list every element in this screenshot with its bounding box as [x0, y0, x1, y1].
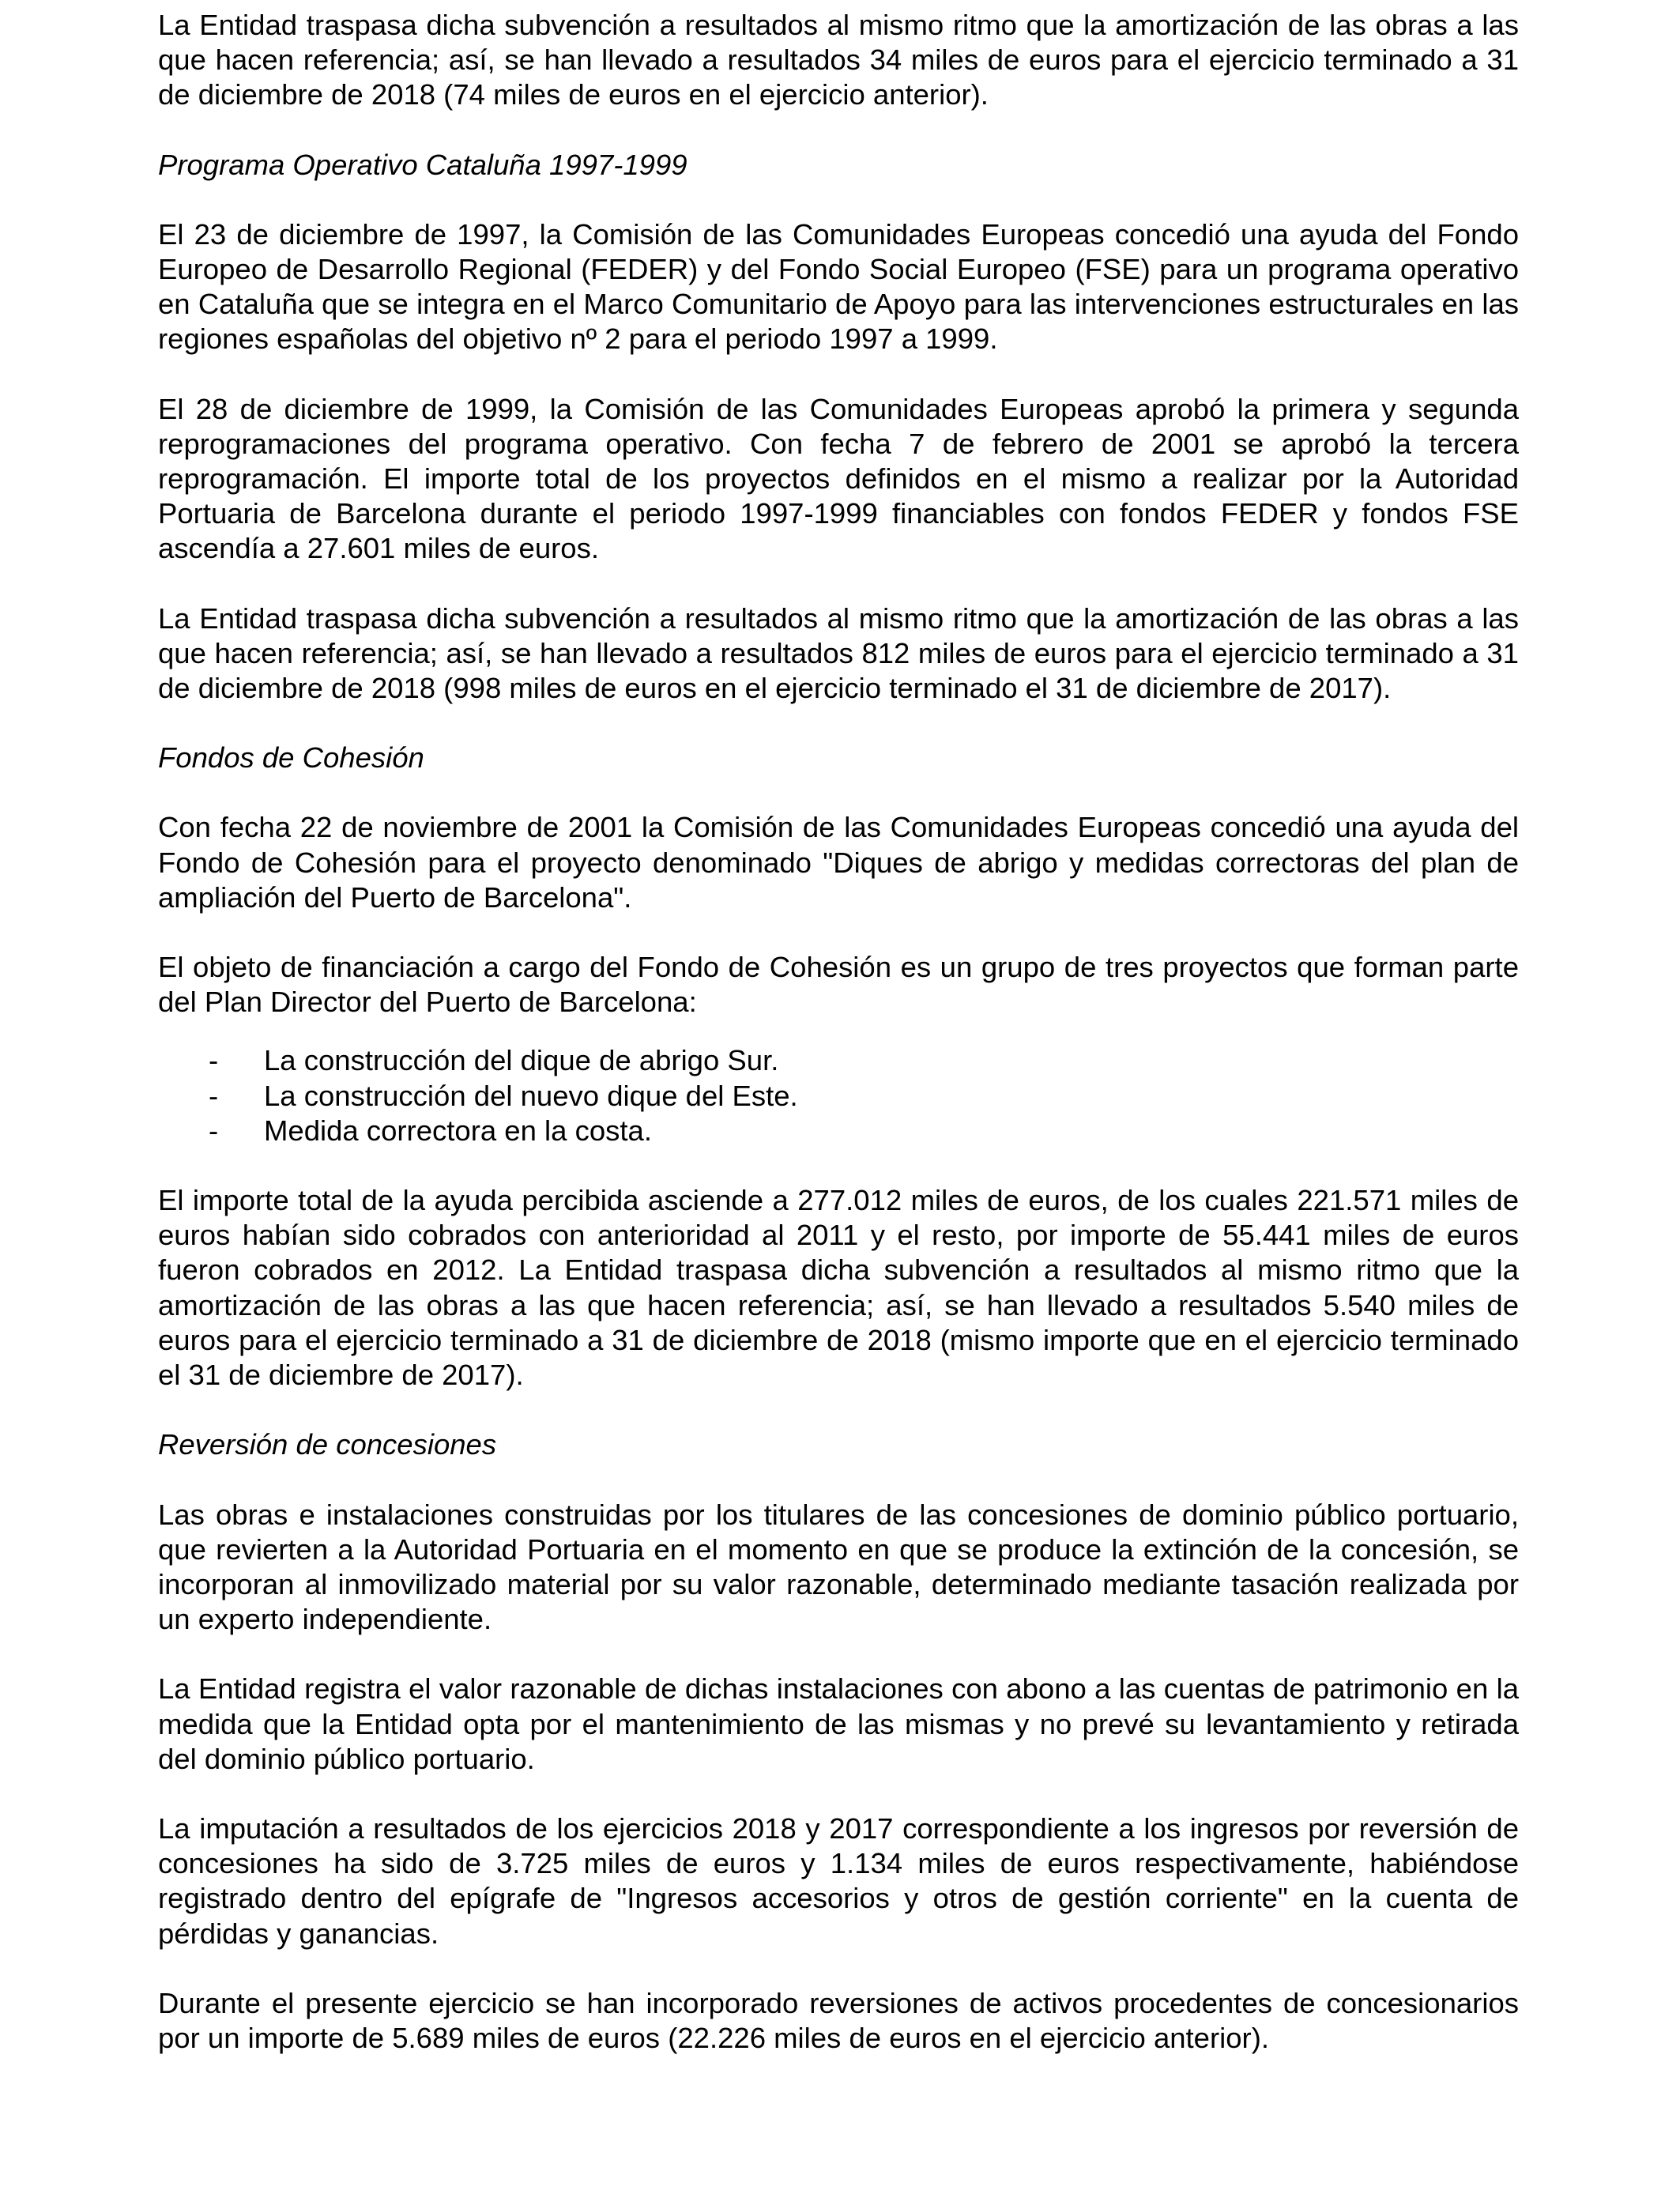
paragraph-concession-works: Las obras e instalaciones construidas por los titulares de las concesiones de dominio público portuario, que revierten a la Autoridad Portuaria en el momento en que se produce la extinción de la concesión, se incorporan al inmovilizado material por su valor razonable, determinado mediante tasación realizada por un experto independiente.: [158, 1498, 1519, 1636]
list-item: [158, 1079, 1519, 1114]
paragraph-asset-reversions: Durante el presente ejercicio se han incorporado reversiones de activos procedentes de concesionarios por un importe de 5.689 miles de euros (22.226 miles de euros en el ejercicio anterior).: [158, 1986, 1519, 2054]
list-item: [158, 1114, 1519, 1148]
list-item-text: La construcción del nuevo dique del Este.: [264, 1079, 798, 1112]
heading-programa-operativo: Programa Operativo Cataluña 1997-1999: [158, 148, 687, 181]
heading-reversion-concesiones: Reversión de concesiones: [158, 1428, 497, 1461]
project-list: [158, 1043, 1519, 1148]
paragraph-subsidy-transfer-1: La Entidad traspasa dicha subvención a resultados al mismo ritmo que la amortización de las obras a las que hacen referencia; así, se han llevado a resultados 34 miles de euros para el ejercicio terminado a 31 de diciembre de 2018 (74 miles de euros en el ejercicio anterior).: [158, 9, 1519, 111]
paragraph-fair-value: La Entidad registra el valor razonable de dichas instalaciones con abono a las cuentas de patrimonio en la medida que la Entidad opta por el mantenimiento de las mismas y no prevé su levantamiento y retirada del dominio público portuario.: [158, 1672, 1519, 1775]
list-item-text: La construcción del dique de abrigo Sur.: [264, 1044, 779, 1077]
list-item-text: Medida correctora en la costa.: [264, 1114, 652, 1147]
heading-fondos-cohesion: Fondos de Cohesión: [158, 741, 424, 775]
paragraph-reprogramming: El 28 de diciembre de 1999, la Comisión de las Comunidades Europeas aprobó la primera y segunda reprogramaciones del programa operativo. Con fecha 7 de febrero de 2001 se aprobó la tercera reprogramación. El importe total de los proyectos definidos en el mismo a realizar por la Autoridad Portuaria de Barcelona durante el periodo 1997-1999 financiables con fondos FEDER y fondos FSE ascendía a 27.601 miles de euros.: [158, 392, 1519, 565]
paragraph-cohesion-grant: Con fecha 22 de noviembre de 2001 la Comisión de las Comunidades Europeas concedió una ayuda del Fondo de Cohesión para el proyecto denominado "Diques de abrigo y medidas correctoras del plan de ampliación del Puerto de Barcelona".: [158, 811, 1519, 914]
list-item: [158, 1043, 1519, 1078]
paragraph-subsidy-transfer-2: La Entidad traspasa dicha subvención a resultados al mismo ritmo que la amortización de las obras a las que hacen referencia; así, se han llevado a resultados 812 miles de euros para el ejercicio terminado a 31 de diciembre de 2018 (998 miles de euros en el ejercicio terminado el 31 de diciembre de 2017).: [158, 601, 1519, 705]
paragraph-aid-total: El importe total de la ayuda percibida asciende a 277.012 miles de euros, de los cuales 221.571 miles de euros habían sido cobrados con anterioridad al 2011 y el resto, por importe de 55.441 miles de euros fueron cobrados en 2012. La Entidad traspasa dicha subvención a resultados al mismo ritmo que la amortización de las obras a las que hacen referencia; así, se han llevado a resultados 5.540 miles de euros para el ejercicio terminado a 31 de diciembre de 2018 (mismo importe que en el ejercicio terminado el 31 de diciembre de 2017).: [158, 1184, 1519, 1392]
paragraph-feder-fse-grant: El 23 de diciembre de 1997, la Comisión de las Comunidades Europeas concedió una ayuda del Fondo Europeo de Desarrollo Regional (FEDER) y del Fondo Social Europeo (FSE) para un programa operativo en Cataluña que se integra en el Marco Comunitario de Apoyo para las intervenciones estructurales en las regiones españolas del objetivo nº 2 para el periodo 1997 a 1999.: [158, 217, 1519, 356]
paragraph-financing-object: El objeto de financiación a cargo del Fondo de Cohesión es un grupo de tres proyectos que forman parte del Plan Director del Puerto de Barcelona:: [158, 951, 1519, 1019]
list-dash-marker: -: [209, 1114, 219, 1147]
paragraph-income-imputation: La imputación a resultados de los ejercicios 2018 y 2017 correspondiente a los ingresos por reversión de concesiones ha sido de 3.725 miles de euros y 1.134 miles de euros respectivamente, habiéndose registrado dentro del epígrafe de "Ingresos accesorios y otros de gestión corriente" en la cuenta de pérdidas y ganancias.: [158, 1811, 1519, 1950]
document-page: [158, 8, 1519, 2090]
list-dash-marker: -: [209, 1079, 219, 1112]
list-dash-marker: -: [209, 1044, 219, 1077]
